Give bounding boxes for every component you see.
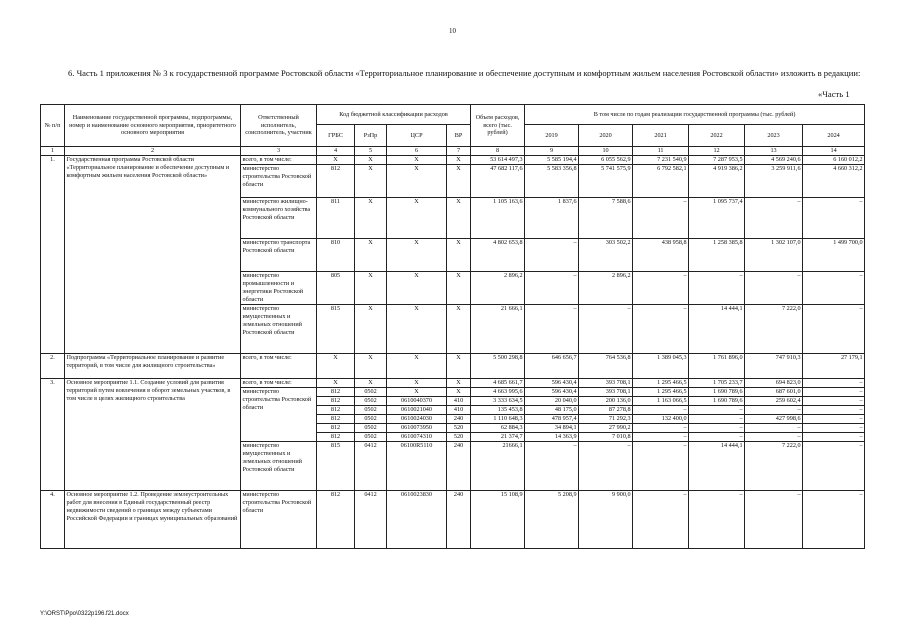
grbs-cell: X xyxy=(317,353,355,378)
executor-cell: министерство имущественных и земельных отношений Ростовской области xyxy=(241,304,317,353)
year-2021-cell: 1 295 466,5 xyxy=(633,387,689,396)
table-header xyxy=(41,105,865,156)
year-2024-cell: – xyxy=(803,441,865,490)
year-2022-cell: 1 258 385,8 xyxy=(689,238,745,271)
total-cell: 62 884,3 xyxy=(471,423,525,432)
executor-cell: министерство имущественных и земельных отношений Ростовской области xyxy=(241,441,317,490)
year-2024-cell: – xyxy=(803,271,865,304)
csr-cell: X xyxy=(387,387,447,396)
file-path-footer: Y:\ORST\Ppo\0322p196.f21.docx xyxy=(40,611,129,617)
row-number-cell: 3. xyxy=(41,378,65,490)
total-cell: 21 374,7 xyxy=(471,432,525,441)
column-number: 2 xyxy=(65,147,241,156)
grbs-cell: X xyxy=(317,378,355,387)
csr-cell: X xyxy=(387,304,447,353)
year-2019-cell: 34 894,1 xyxy=(525,423,579,432)
header-by-years: В том числе по годам реализации государственной программы (тыс. рублей) xyxy=(525,105,865,125)
year-2020-cell: 87 278,8 xyxy=(579,405,633,414)
row-name-cell: Государственная программа Ростовской области «Территориальное планирование и обеспечение доступным и комфортным жильем населения Ростовской области» xyxy=(65,155,241,353)
executor-cell: министерство строительства Ростовской области xyxy=(241,490,317,548)
year-2020-cell: 200 136,0 xyxy=(579,396,633,405)
row-number-cell: 4. xyxy=(41,490,65,548)
vr-cell: X xyxy=(447,155,471,164)
year-2023-cell: 7 222,0 xyxy=(745,304,803,353)
year-2020-cell: 9 900,0 xyxy=(579,490,633,548)
vr-cell: 520 xyxy=(447,432,471,441)
year-2021-cell: – xyxy=(633,432,689,441)
rzpr-cell: X xyxy=(355,304,387,353)
year-2021-cell: 438 958,8 xyxy=(633,238,689,271)
header-year-2023: 2023 xyxy=(745,125,803,147)
part-label: «Часть 1 xyxy=(818,89,850,99)
grbs-cell: X xyxy=(317,155,355,164)
year-2020-cell: 393 708,1 xyxy=(579,387,633,396)
year-2019-cell: 5 585 194,4 xyxy=(525,155,579,164)
table-row xyxy=(41,378,865,387)
rzpr-cell: 0502 xyxy=(355,423,387,432)
csr-cell: X xyxy=(387,155,447,164)
year-2024-cell: 6 160 012,2 xyxy=(803,155,865,164)
column-number: 13 xyxy=(745,147,803,156)
year-2020-cell: – xyxy=(579,441,633,490)
csr-cell: X xyxy=(387,164,447,197)
header-volume: Объем расходов, всего (тыс. рублей) xyxy=(471,105,525,147)
row-name-cell: Основное мероприятие 1.2. Проведение землеустроительных работ для внесения в Единый государственный реестр недвижимости сведений о границах между субъектами Российской Федерации и границах муниципальных образований xyxy=(65,490,241,548)
year-2023-cell: 427 998,6 xyxy=(745,414,803,423)
executor-cell: министерство строительства Ростовской области xyxy=(241,387,317,441)
page-number: 10 xyxy=(449,27,456,35)
executor-cell: министерство транспорта Ростовской области xyxy=(241,238,317,271)
rzpr-cell: X xyxy=(355,197,387,238)
total-cell: 1 105 163,6 xyxy=(471,197,525,238)
csr-cell: X xyxy=(387,378,447,387)
year-2022-cell: 1 690 789,6 xyxy=(689,387,745,396)
year-2020-cell: – xyxy=(579,304,633,353)
vr-cell: X xyxy=(447,304,471,353)
year-2021-cell: – xyxy=(633,304,689,353)
total-cell: 5 500 298,8 xyxy=(471,353,525,378)
year-2023-cell: – xyxy=(745,490,803,548)
year-2023-cell: 7 222,0 xyxy=(745,441,803,490)
vr-cell: 240 xyxy=(447,441,471,490)
year-2021-cell: – xyxy=(633,423,689,432)
total-cell: 4 663 995,6 xyxy=(471,387,525,396)
csr-cell: X xyxy=(387,271,447,304)
column-number: 10 xyxy=(579,147,633,156)
header-vr: ВР xyxy=(447,125,471,147)
total-cell: 1 110 648,3 xyxy=(471,414,525,423)
year-2019-cell: 478 957,4 xyxy=(525,414,579,423)
rzpr-cell: X xyxy=(355,164,387,197)
column-number: 12 xyxy=(689,147,745,156)
year-2021-cell: 1 163 066,5 xyxy=(633,396,689,405)
year-2019-cell: – xyxy=(525,238,579,271)
executor-cell: всего, в том числе: xyxy=(241,378,317,387)
rzpr-cell: 0412 xyxy=(355,490,387,548)
year-2021-cell: 1 295 466,5 xyxy=(633,378,689,387)
rzpr-cell: X xyxy=(355,378,387,387)
grbs-cell: 812 xyxy=(317,396,355,405)
total-cell: 21 666,1 xyxy=(471,304,525,353)
grbs-cell: 811 xyxy=(317,197,355,238)
year-2020-cell: 303 502,2 xyxy=(579,238,633,271)
total-cell: 135 453,8 xyxy=(471,405,525,414)
year-2022-cell: 7 287 953,5 xyxy=(689,155,745,164)
rzpr-cell: 0502 xyxy=(355,405,387,414)
row-number-cell: 2. xyxy=(41,353,65,378)
grbs-cell: 812 xyxy=(317,432,355,441)
csr-cell: 06100R5110 xyxy=(387,441,447,490)
year-2020-cell: 764 536,8 xyxy=(579,353,633,378)
year-2023-cell: 747 910,3 xyxy=(745,353,803,378)
header-grbs: ГРБС xyxy=(317,125,355,147)
header-year-2021: 2021 xyxy=(633,125,689,147)
year-2022-cell: – xyxy=(689,414,745,423)
year-2023-cell: 4 569 240,6 xyxy=(745,155,803,164)
year-2022-cell: 1 690 789,6 xyxy=(689,396,745,405)
grbs-cell: 805 xyxy=(317,271,355,304)
total-cell: 53 614 497,3 xyxy=(471,155,525,164)
year-2020-cell: 5 741 575,9 xyxy=(579,164,633,197)
vr-cell: X xyxy=(447,164,471,197)
table-body xyxy=(41,155,865,548)
vr-cell: X xyxy=(447,271,471,304)
year-2024-cell: – xyxy=(803,423,865,432)
rzpr-cell: 0502 xyxy=(355,387,387,396)
column-number: 6 xyxy=(387,147,447,156)
year-2022-cell: 1 095 737,4 xyxy=(689,197,745,238)
csr-cell: X xyxy=(387,197,447,238)
year-2023-cell: 694 823,0 xyxy=(745,378,803,387)
year-2019-cell: 5 583 356,8 xyxy=(525,164,579,197)
rzpr-cell: X xyxy=(355,238,387,271)
grbs-cell: 810 xyxy=(317,238,355,271)
column-number: 1 xyxy=(41,147,65,156)
year-2024-cell: – xyxy=(803,396,865,405)
grbs-cell: 812 xyxy=(317,423,355,432)
year-2022-cell: – xyxy=(689,490,745,548)
rzpr-cell: X xyxy=(355,353,387,378)
grbs-cell: 812 xyxy=(317,164,355,197)
rzpr-cell: 0502 xyxy=(355,414,387,423)
year-2023-cell: – xyxy=(745,423,803,432)
header-number: № п/п xyxy=(41,105,65,147)
grbs-cell: 815 xyxy=(317,441,355,490)
column-number: 11 xyxy=(633,147,689,156)
year-2023-cell: – xyxy=(745,432,803,441)
intro-paragraph: 6. Часть 1 приложения № 3 к государственной программе Ростовской области «Территориальное планирование и обеспечение доступным и комфортным жильем населения Ростовской области» изложить в редакции: xyxy=(68,68,861,78)
year-2019-cell: – xyxy=(525,271,579,304)
year-2021-cell: 6 792 582,1 xyxy=(633,164,689,197)
year-2022-cell: 14 444,1 xyxy=(689,304,745,353)
year-2022-cell: – xyxy=(689,432,745,441)
column-number: 7 xyxy=(447,147,471,156)
year-2024-cell: – xyxy=(803,197,865,238)
rzpr-cell: X xyxy=(355,155,387,164)
year-2021-cell: – xyxy=(633,441,689,490)
rzpr-cell: X xyxy=(355,271,387,304)
total-cell: 3 333 634,5 xyxy=(471,396,525,405)
vr-cell: 410 xyxy=(447,405,471,414)
csr-cell: 0610021040 xyxy=(387,405,447,414)
column-number: 5 xyxy=(355,147,387,156)
year-2022-cell: – xyxy=(689,423,745,432)
year-2024-cell: – xyxy=(803,378,865,387)
year-2020-cell: 6 055 562,9 xyxy=(579,155,633,164)
year-2022-cell: 1 761 896,0 xyxy=(689,353,745,378)
year-2024-cell: 4 660 312,2 xyxy=(803,164,865,197)
column-number: 14 xyxy=(803,147,865,156)
header-executor: Ответственный исполнитель, соисполнитель, участник xyxy=(241,105,317,147)
year-2022-cell: 4 919 386,2 xyxy=(689,164,745,197)
year-2019-cell: 5 208,9 xyxy=(525,490,579,548)
year-2024-cell: – xyxy=(803,387,865,396)
rzpr-cell: 0502 xyxy=(355,396,387,405)
year-2021-cell: – xyxy=(633,197,689,238)
vr-cell: X xyxy=(447,197,471,238)
row-name-cell: Основное мероприятие 1.1. Создание условий для развития территорий путем вовлечения в оборот земельных участков, в том числе в целях жилищного строительства xyxy=(65,378,241,490)
grbs-cell: 812 xyxy=(317,414,355,423)
year-2019-cell: 20 040,0 xyxy=(525,396,579,405)
year-2024-cell: 1 499 700,0 xyxy=(803,238,865,271)
header-year-2019: 2019 xyxy=(525,125,579,147)
year-2021-cell: 132 400,0 xyxy=(633,414,689,423)
table-row xyxy=(41,490,865,548)
row-name-cell: Подпрограмма «Территориальное планирование и развитие территорий, в том числе для жилищного строительства» xyxy=(65,353,241,378)
year-2024-cell: 27 179,1 xyxy=(803,353,865,378)
grbs-cell: 815 xyxy=(317,304,355,353)
year-2019-cell: 48 175,0 xyxy=(525,405,579,414)
year-2019-cell: – xyxy=(525,441,579,490)
csr-cell: 0610074310 xyxy=(387,432,447,441)
vr-cell: 520 xyxy=(447,423,471,432)
year-2022-cell: – xyxy=(689,405,745,414)
header-csr: ЦСР xyxy=(387,125,447,147)
year-2023-cell: – xyxy=(745,271,803,304)
table-row xyxy=(41,353,865,378)
total-cell: 4 685 661,7 xyxy=(471,378,525,387)
vr-cell: X xyxy=(447,378,471,387)
table-row xyxy=(41,155,865,164)
csr-cell: 0610023830 xyxy=(387,490,447,548)
year-2021-cell: – xyxy=(633,405,689,414)
year-2024-cell: – xyxy=(803,490,865,548)
year-2019-cell: – xyxy=(525,304,579,353)
executor-cell: всего, в том числе: xyxy=(241,353,317,378)
csr-cell: X xyxy=(387,238,447,271)
year-2019-cell: 14 363,9 xyxy=(525,432,579,441)
year-2022-cell: 1 705 233,7 xyxy=(689,378,745,387)
total-cell: 2 896,2 xyxy=(471,271,525,304)
total-cell: 21666,1 xyxy=(471,441,525,490)
column-number: 9 xyxy=(525,147,579,156)
year-2024-cell: – xyxy=(803,432,865,441)
year-2019-cell: 596 430,4 xyxy=(525,378,579,387)
header-year-2020: 2020 xyxy=(579,125,633,147)
vr-cell: 240 xyxy=(447,414,471,423)
header-year-2024: 2024 xyxy=(803,125,865,147)
year-2021-cell: 7 231 540,9 xyxy=(633,155,689,164)
executor-cell: министерство жилищно-коммунального хозяйства Ростовской области xyxy=(241,197,317,238)
rzpr-cell: 0412 xyxy=(355,441,387,490)
vr-cell: X xyxy=(447,238,471,271)
column-number: 3 xyxy=(241,147,317,156)
csr-cell: 0610024030 xyxy=(387,414,447,423)
year-2022-cell: 14 444,1 xyxy=(689,441,745,490)
row-number-cell: 1. xyxy=(41,155,65,353)
executor-cell: министерство промышленности и энергетики Ростовской области xyxy=(241,271,317,304)
total-cell: 4 802 653,8 xyxy=(471,238,525,271)
header-name: Наименование государственной программы, подпрограммы, номер и наименование основного мероприятия, приоритетного основного мероприятия xyxy=(65,105,241,147)
year-2024-cell: – xyxy=(803,405,865,414)
column-number: 8 xyxy=(471,147,525,156)
year-2020-cell: 71 292,3 xyxy=(579,414,633,423)
vr-cell: 240 xyxy=(447,490,471,548)
year-2020-cell: 27 990,2 xyxy=(579,423,633,432)
grbs-cell: 812 xyxy=(317,490,355,548)
executor-cell: всего, в том числе: xyxy=(241,155,317,164)
year-2023-cell: 3 259 911,6 xyxy=(745,164,803,197)
total-cell: 15 108,9 xyxy=(471,490,525,548)
year-2021-cell: – xyxy=(633,490,689,548)
year-2019-cell: 646 656,7 xyxy=(525,353,579,378)
csr-cell: 0610040370 xyxy=(387,396,447,405)
year-2019-cell: 596 430,4 xyxy=(525,387,579,396)
year-2024-cell: – xyxy=(803,304,865,353)
year-2022-cell: – xyxy=(689,271,745,304)
year-2020-cell: 7 588,6 xyxy=(579,197,633,238)
executor-cell: министерство строительства Ростовской области xyxy=(241,164,317,197)
year-2023-cell: – xyxy=(745,405,803,414)
header-rzpr: РзПр xyxy=(355,125,387,147)
rzpr-cell: 0502 xyxy=(355,432,387,441)
column-number-row xyxy=(41,147,865,156)
year-2023-cell: – xyxy=(745,197,803,238)
grbs-cell: 812 xyxy=(317,405,355,414)
year-2024-cell: – xyxy=(803,414,865,423)
total-cell: 47 682 117,6 xyxy=(471,164,525,197)
csr-cell: X xyxy=(387,353,447,378)
year-2021-cell: – xyxy=(633,271,689,304)
csr-cell: 0610073950 xyxy=(387,423,447,432)
header-budget-code: Код бюджетной классификации расходов xyxy=(317,105,471,125)
budget-table xyxy=(40,104,865,549)
header-year-2022: 2022 xyxy=(689,125,745,147)
column-number: 4 xyxy=(317,147,355,156)
vr-cell: X xyxy=(447,387,471,396)
vr-cell: 410 xyxy=(447,396,471,405)
year-2020-cell: 2 896,2 xyxy=(579,271,633,304)
year-2021-cell: 1 389 045,3 xyxy=(633,353,689,378)
year-2020-cell: 7 010,8 xyxy=(579,432,633,441)
year-2019-cell: 1 837,6 xyxy=(525,197,579,238)
year-2023-cell: 259 602,4 xyxy=(745,396,803,405)
grbs-cell: 812 xyxy=(317,387,355,396)
year-2023-cell: 1 302 107,0 xyxy=(745,238,803,271)
year-2023-cell: 687 601,0 xyxy=(745,387,803,396)
vr-cell: X xyxy=(447,353,471,378)
year-2020-cell: 393 708,1 xyxy=(579,378,633,387)
